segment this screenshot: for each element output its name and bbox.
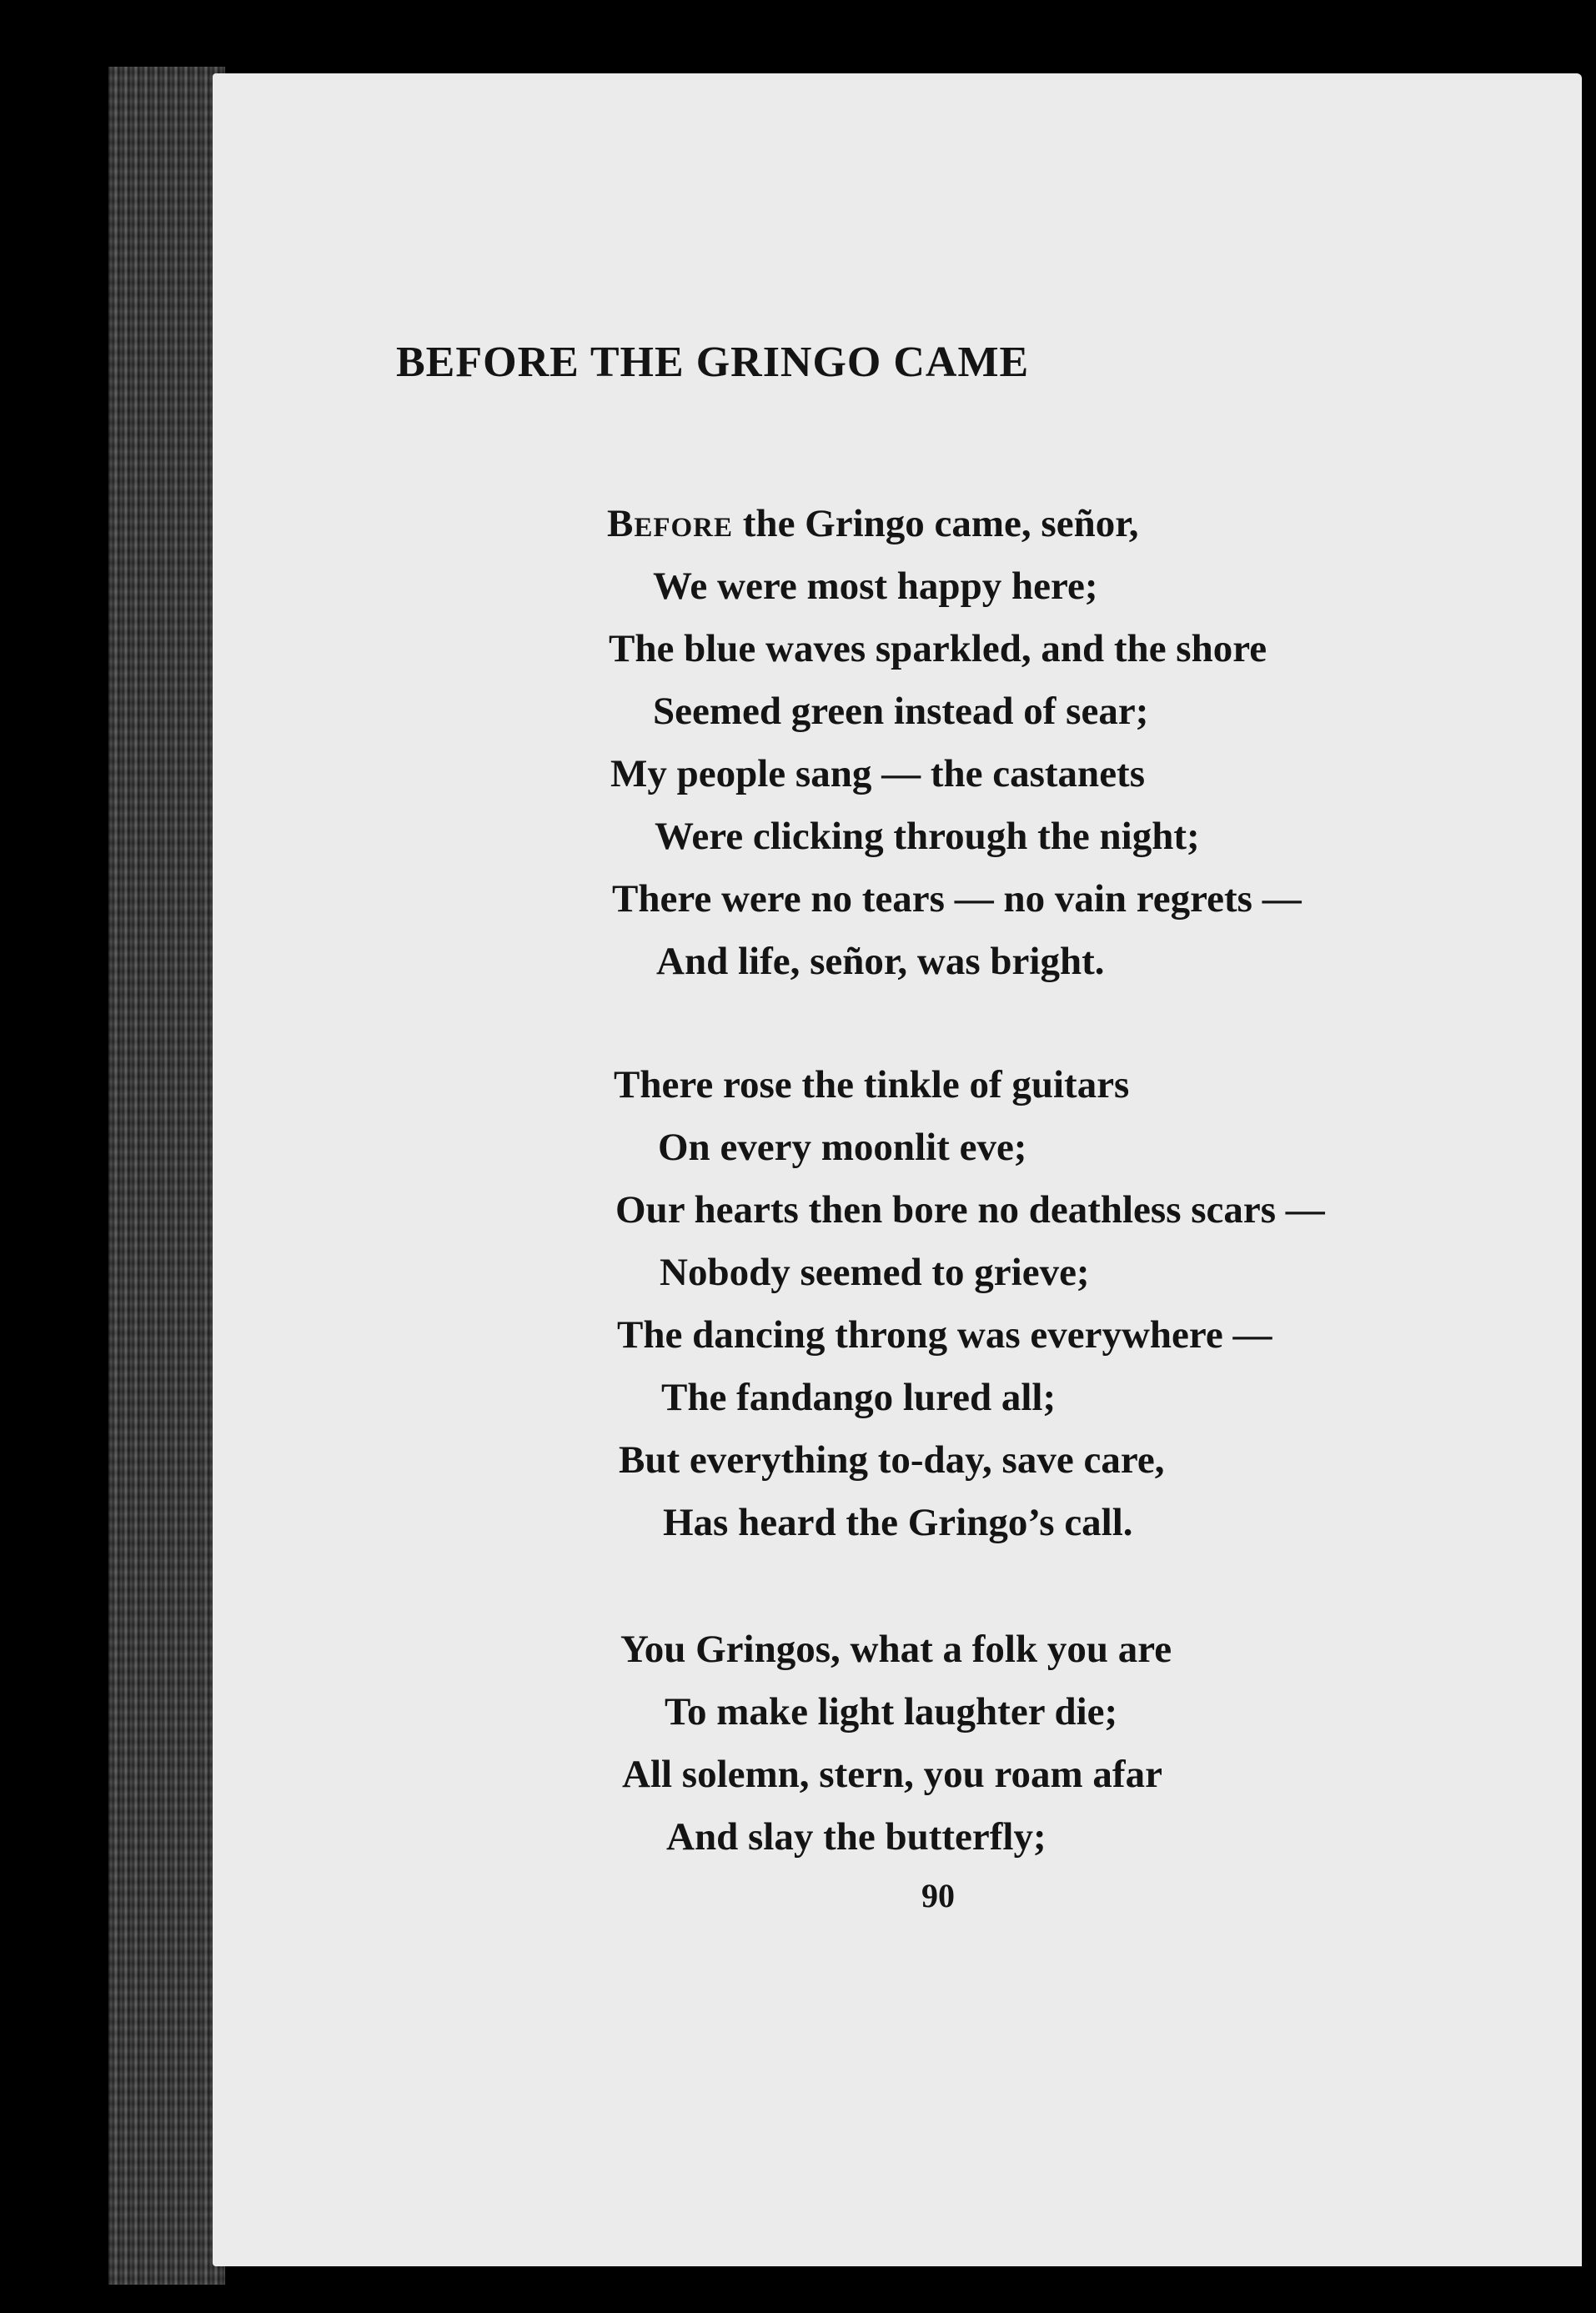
poem-line: Has heard the Gringo’s call. <box>663 1501 1133 1544</box>
poem-line: There rose the tinkle of guitars <box>614 1063 1130 1106</box>
poem-line: The fandango lured all; <box>661 1376 1056 1419</box>
poem-line: To make light laughter die; <box>665 1690 1118 1733</box>
poem-line: And life, señor, was bright. <box>656 940 1105 983</box>
poem-line: There were no tears — no vain regrets — <box>612 877 1302 921</box>
poem-line: We were most happy here; <box>653 564 1098 608</box>
poem-line: Were clicking through the night; <box>655 815 1200 858</box>
poem-line: Our hearts then bore no deathless scars — <box>615 1188 1325 1232</box>
poem-line: On every moonlit eve; <box>658 1126 1027 1169</box>
drop-word: Before <box>607 502 734 545</box>
poem-line: My people sang — the castanets <box>610 752 1145 795</box>
poem-line: Nobody seemed to grieve; <box>660 1251 1090 1294</box>
poem-line: And slay the butterfly; <box>666 1815 1046 1859</box>
poem-line: The blue waves sparkled, and the shore <box>609 627 1267 670</box>
poem-title: BEFORE THE GRINGO CAME <box>396 339 1030 386</box>
poem-line: Seemed green instead of sear; <box>653 690 1149 733</box>
poem-line: Before the Gringo came, señor, <box>607 502 1139 545</box>
page-number: 90 <box>921 1877 955 1914</box>
book-spine <box>108 67 225 2285</box>
poem-line: The dancing throng was everywhere — <box>617 1313 1272 1357</box>
poem-line: But everything to-day, save care, <box>619 1438 1165 1482</box>
poem-line: You Gringos, what a folk you are <box>620 1628 1172 1671</box>
book-page <box>213 73 1582 2266</box>
poem-line: All solemn, stern, you roam afar <box>622 1753 1162 1796</box>
